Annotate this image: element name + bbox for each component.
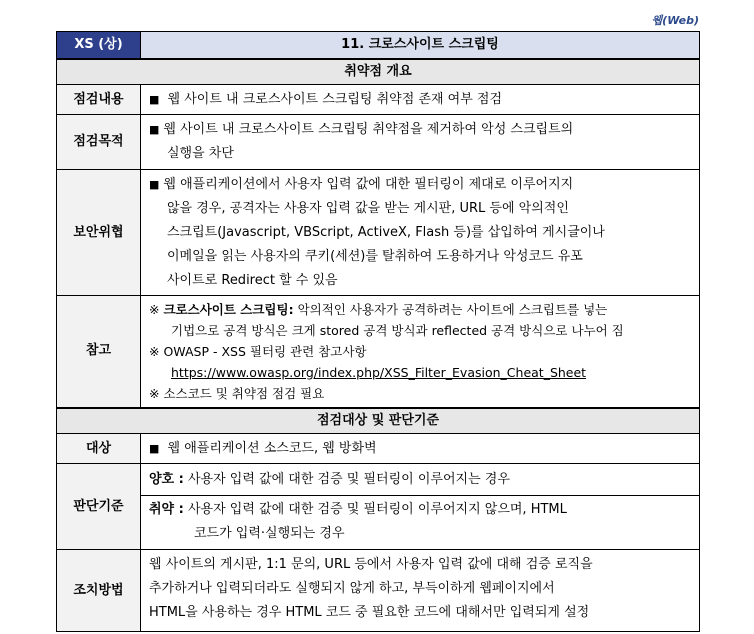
reference-cell [141,296,700,408]
note-mark: ※ [149,301,160,317]
reference-term: 크로스사이트 스크립팅: [163,301,294,317]
bad-line-2: 코드가 입력·실행되는 경우 [194,526,345,541]
row-reference [57,296,700,408]
criteria-good [141,465,699,496]
bad-line-1: 사용자 입력 값에 대한 검증 및 필터링이 이루어지지 않으며, HTML [187,502,567,517]
reference-def-1: 악의적인 사용자가 공격하려는 사이트에 스크립트를 넣는 [297,301,608,317]
severity-code: XS (상) [57,32,141,59]
reference-def-2: 기법으로 공격 방식은 크게 stored 공격 방식과 reflected 공격 방식으로 나누어 짐 [171,322,624,338]
reference-owasp: OWASP - XSS 필터링 관련 참고사항 [163,343,367,359]
check-content-cell [141,85,700,115]
action-label: 조치방법 [57,550,141,632]
action-line-1: 웹 사이트의 게시판, 1:1 문의, URL 등에서 사용자 입력 값에 대해 검증 로직을 [149,557,593,572]
section-overview-heading: 취약점 개요 [57,59,700,85]
action-cell [141,550,700,632]
vulnerability-table [56,31,700,632]
note-mark: ※ [149,343,160,359]
row-security-threat [57,170,700,296]
row-action [57,550,700,632]
square-bullet-icon: ■ [149,92,160,106]
good-key: 양호 : [149,472,184,487]
reference-need: 소스코드 및 취약점 점검 필요 [163,385,325,401]
category-label: 웹(Web) [651,14,699,27]
row-criteria [57,464,700,550]
check-purpose-cell [141,115,700,170]
title-row [57,32,700,59]
action-line-3: HTML을 사용하는 경우 HTML 코드 중 필요한 코드에 대해서만 입력되게 설정 [149,605,590,620]
note-mark: ※ [149,385,160,401]
good-text: 사용자 입력 값에 대한 검증 및 필터링이 이루어지는 경우 [187,472,510,487]
row-check-purpose [57,115,700,170]
section-overview-row [57,59,700,85]
purpose-line-2: 실행을 차단 [167,146,234,161]
purpose-line-1: 웹 사이트 내 크로스사이트 스크립팅 취약점을 제거하여 악성 스크립트의 [163,122,574,137]
action-line-2: 추가하거나 입력되더라도 실행되지 않게 하고, 부득이하게 웹페이지에서 [149,581,555,596]
threat-line-3: 스크립트(Javascript, VBScript, ActiveX, Flash 등)를 삽입하여 게시글이나 [167,224,605,240]
check-purpose-label: 점검목적 [57,115,141,170]
threat-line-1: 웹 애플리케이션에서 사용자 입력 값에 대한 필터링이 제대로 이루어지지 [163,176,574,192]
threat-line-2: 않을 경우, 공격자는 사용자 입력 값을 받는 게시판, URL 등에 악의적인 [167,200,569,216]
section-criteria-heading: 점검대상 및 판단기준 [57,408,700,434]
security-threat-label: 보안위협 [57,170,141,296]
criteria-cell [141,464,700,550]
row-check-content [57,85,700,115]
square-bullet-icon: ■ [149,177,160,191]
reference-label: 참고 [57,296,141,408]
check-content-text: 웹 사이트 내 크로스사이트 스크립팅 취약점 존재 여부 점검 [167,91,502,107]
security-threat-cell [141,170,700,296]
criteria-bad [141,496,699,548]
square-bullet-icon: ■ [149,441,160,455]
section-criteria-row [57,408,700,434]
target-label: 대상 [57,434,141,464]
bad-key: 취약 : [149,502,184,517]
target-text: 웹 애플리케이션 소스코드, 웹 방화벽 [167,440,377,456]
square-bullet-icon: ■ [149,123,160,136]
criteria-label: 판단기준 [57,464,141,550]
row-target [57,434,700,464]
threat-line-5: 사이트로 Redirect 할 수 있음 [167,272,338,288]
check-content-label: 점검내용 [57,85,141,115]
threat-line-4: 이메일을 읽는 사용자의 쿠키(세션)를 탈취하여 도용하거나 악성코드 유포 [167,248,583,264]
item-title: 11. 크로스사이트 스크립팅 [141,32,700,59]
target-cell [141,434,700,464]
owasp-link[interactable]: https://www.owasp.org/index.php/XSS_Filter_Evasion_Cheat_Sheet [171,364,587,380]
